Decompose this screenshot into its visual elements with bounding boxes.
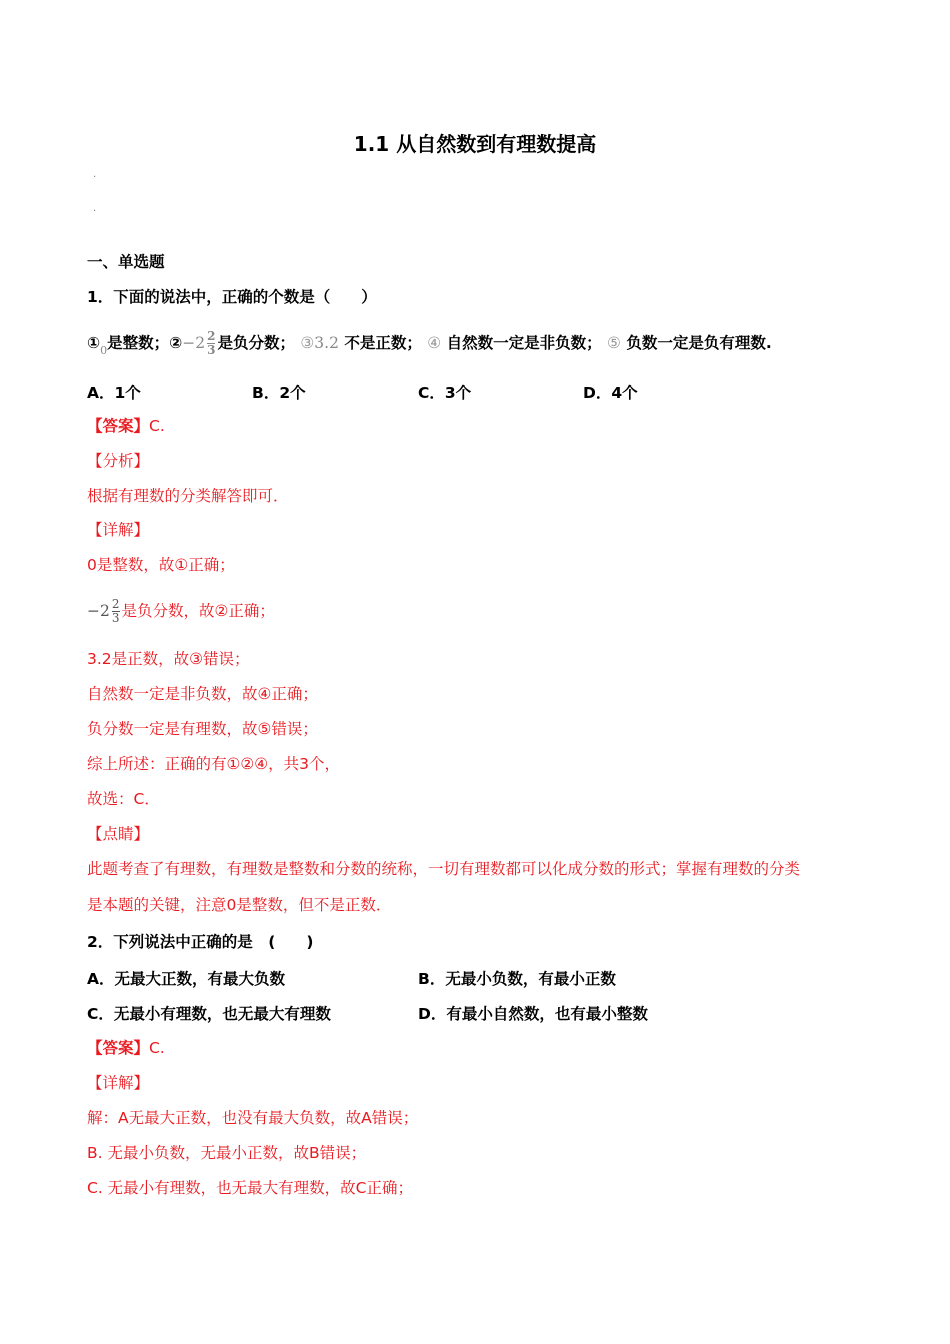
- math-zero: 0: [100, 344, 108, 357]
- q2-option-c: C．无最小有理数，也无最大有理数: [87, 1005, 331, 1023]
- q2-detail-label: 【详解】: [87, 1074, 150, 1092]
- q2-stem: 2．下列说法中正确的是 ( ): [87, 933, 314, 951]
- fraction: $\frac{2}{3}$: [207, 329, 216, 357]
- q1-comment-label: 【点睛】: [87, 825, 150, 843]
- empty-paragraph-marker: ·: [93, 172, 97, 183]
- q1-detail-line: 故选：C．: [87, 790, 160, 808]
- q1-analysis-label: 【分析】: [87, 452, 150, 470]
- page-title: 1.1 从自然数到有理数提高: [353, 132, 597, 156]
- q1-detail-label: 【详解】: [87, 521, 150, 539]
- circled-1: ①: [87, 334, 101, 352]
- q1-detail-line: 0是整数，故①正确；: [87, 556, 235, 574]
- q1-analysis-text: 根据有理数的分类解答即可．: [87, 487, 289, 505]
- q1-detail-line: 3.2是正数，故③错误；: [87, 650, 250, 668]
- q1-detail-line: 自然数一定是非负数，故④正确；: [87, 685, 318, 703]
- circled-4: ④: [427, 334, 442, 352]
- q2-option-a: A．无最大正数，有最大负数: [87, 970, 285, 988]
- q2-detail-line: C. 无最小有理数，也无最大有理数，故C正确；: [87, 1179, 414, 1197]
- q1-detail-line: −2 $\frac{2}{3}$ 是负分数，故②正确；: [87, 597, 275, 625]
- empty-paragraph-marker: ·: [93, 206, 97, 217]
- q1-option-c: C．3个: [418, 384, 472, 402]
- q1-detail-line: 综上所述：正确的有①②④，共3个，: [87, 755, 341, 773]
- fraction: $\frac{2}{3}$: [111, 597, 120, 625]
- circled-3: ③: [300, 334, 315, 352]
- q1-statements: $①_0$是整数；②−2 $\frac{2}{3}$ 是负分数； ③3.2 不是正数； ④ 自然数一定是非负数； ⑤ 负数一定是负有理数.: [87, 329, 772, 357]
- section-heading: 一、单选题: [87, 253, 165, 271]
- math-three-point-two: 3.2: [314, 334, 339, 352]
- circled-5: ⑤: [607, 334, 621, 352]
- q2-detail-line: 解：A无最大正数，也没有最大负数，故A错误；: [87, 1109, 419, 1127]
- math-neg-two: −2: [182, 334, 206, 352]
- q2-option-b: B．无最小负数，有最小正数: [418, 970, 616, 988]
- q1-option-b: B．2个: [252, 384, 306, 402]
- q2-detail-line: B. 无最小负数，无最小正数，故B错误；: [87, 1144, 367, 1162]
- q1-option-a: A．1个: [87, 384, 141, 402]
- q1-option-d: D．4个: [583, 384, 638, 402]
- q1-detail-line: 负分数一定是有理数，故⑤错误；: [87, 720, 318, 738]
- q2-answer: 【答案】C.: [87, 1039, 165, 1057]
- q2-option-d: D．有最小自然数，也有最小整数: [418, 1005, 648, 1023]
- q1-comment-line: 此题考查了有理数，有理数是整数和分数的统称，一切有理数都可以化成分数的形式；掌握有理数的分类: [87, 860, 801, 878]
- q1-answer: 【答案】C.: [87, 417, 165, 435]
- q1-stem: 1．下面的说法中，正确的个数是（ ）: [87, 288, 377, 306]
- q1-comment-line: 是本题的关键，注意0是整数，但不是正数．: [87, 896, 392, 914]
